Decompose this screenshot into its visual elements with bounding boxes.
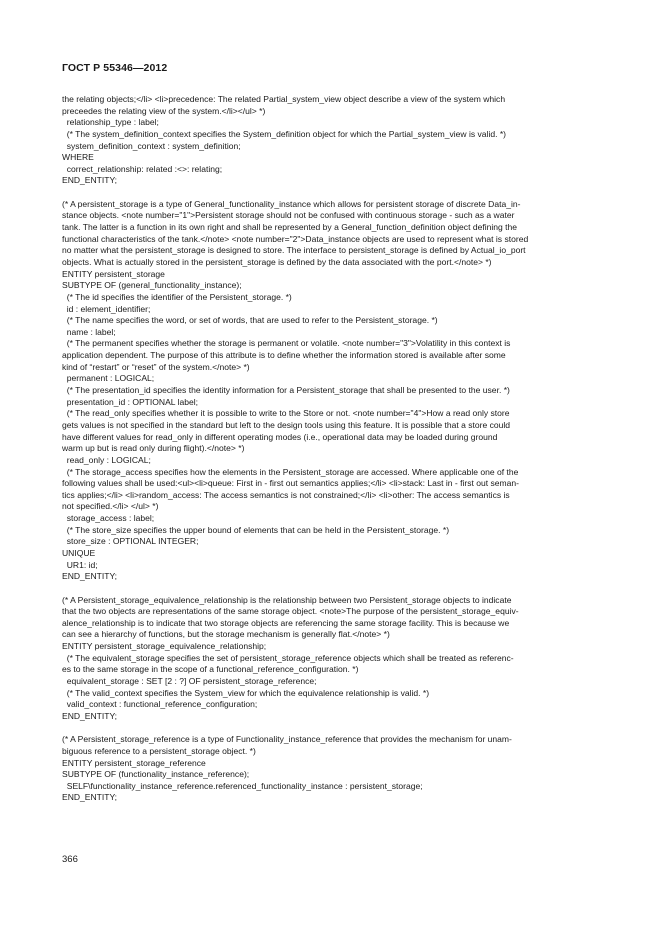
text-line: warm up but is read only during flight).</note> *) (62, 443, 245, 454)
text-line: END_ENTITY; (62, 571, 118, 582)
text-line: read_only : LOGICAL; (62, 454, 151, 465)
text-line: not specified.</li> </ul> *) (62, 501, 159, 512)
text-line: (* The valid_context specifies the System_view for which the equivalence relationship is valid. *) (62, 687, 430, 698)
text-line: END_ENTITY; (62, 710, 118, 721)
text-line: that the two objects are representations of the same storage object. <note>The purpose of the persistent_storage_equiv- (62, 606, 519, 617)
text-line: permanent : LOGICAL; (62, 373, 155, 384)
text-line: (* The id specifies the identifier of the Persistent_storage. *) (62, 291, 292, 302)
text-line: application dependent. The purpose of this attribute is to define whether the information stored is available after some (62, 350, 506, 361)
text-line: ENTITY persistent_storage_equivalence_relationship; (62, 641, 267, 652)
text-line: alence_relationship is to indicate that two storage objects are referencing the same storage facility. This is because we (62, 617, 510, 628)
blank-line (62, 723, 594, 735)
text-line: ENTITY persistent_storage_reference (62, 757, 206, 768)
text-line: UR1: id; (62, 559, 98, 570)
text-line: valid_context : functional_reference_configuration; (62, 699, 258, 710)
text-line: (* The presentation_id specifies the identity information for a Persistent_storage that shall be presented to the user. *) (62, 385, 510, 396)
text-line: relationship_type : label; (62, 117, 159, 128)
text-line: es to the same storage in the scope of a functional_reference_configuration. *) (62, 664, 359, 675)
text-line: (* The permanent specifies whether the storage is permanent or volatile. <note number="3">Volatility in this context is (62, 338, 511, 349)
text-line: gets values is not specified in the standard but left to the design tools using this feature. It is possible that a store could (62, 419, 511, 430)
page-number: 366 (62, 854, 78, 865)
text-line: correct_relationship: related :<>: relating; (62, 163, 223, 174)
text-line: (* A Persistent_storage_reference is a type of Functionality_instance_reference that provides the mechanism for unam- (62, 734, 512, 745)
blank-line (62, 583, 594, 595)
text-line: the relating objects;</li> <li>precedence: The related Partial_system_view object describe a view of the system which (62, 94, 506, 104)
text-line: name : label; (62, 326, 116, 337)
text-line: UNIQUE (62, 547, 96, 558)
text-line: following values shall be used:<ul><li>queue: First in - first out semantics applies;</li> <li>stack: Last in - first out seman- (62, 478, 520, 489)
text-line: SUBTYPE OF (functionality_instance_reference); (62, 769, 250, 780)
text-line: tank. The latter is a function in its own right and shall be represented by a General_function_definition object defining the (62, 222, 518, 233)
text-line: (* The store_size specifies the upper bound of elements that can be held in the Persistent_storage. *) (62, 524, 450, 535)
text-line: have different values for read_only in different operating modes (i.e., operational data may be loaded during ground (62, 431, 498, 442)
text-line: SUBTYPE OF (general_functionality_instance); (62, 280, 242, 291)
text-line: store_size : OPTIONAL INTEGER; (62, 536, 199, 547)
text-line: SELF\functionality_instance_reference.referenced_functionality_instance : persistent_storage; (62, 780, 423, 791)
text-line: ENTITY persistent_storage (62, 268, 165, 279)
text-line: biguous reference to a persistent_storage object. *) (62, 745, 256, 756)
text-line: END_ENTITY; (62, 792, 118, 803)
text-line: (* The system_definition_context specifies the System_definition object for which the Partial_system_view is valid. *) (62, 128, 507, 139)
document-body (62, 94, 594, 804)
text-line: (* The read_only specifies whether it is possible to write to the Store or not. <note number="4">How a read only store (62, 408, 510, 419)
text-line: equivalent_storage : SET [2 : ?] OF persistent_storage_reference; (62, 676, 317, 687)
text-line: (* A persistent_storage is a type of General_functionality_instance which allows for persistent storage of discrete Data_in- (62, 198, 521, 209)
text-line: id : element_identifier; (62, 303, 151, 314)
text-line: (* The equivalent_storage specifies the set of persistent_storage_reference objects which shall be treated as referenc- (62, 652, 514, 663)
text-line: (* A Persistent_storage_equivalence_relationship is the relationship between two Persistent_storage objects to indicate (62, 594, 512, 605)
text-line: stance objects. <note number="1">Persistent storage should not be confused with continuous storage - such as a water (62, 210, 515, 221)
text-line: kind of “restart” or “reset” of the system.</note> *) (62, 361, 250, 372)
text-line: WHERE (62, 152, 94, 163)
text-line: functional characteristics of the tank.</note> <note number="2">Data_instance objects are used to represent what is stored (62, 233, 529, 244)
text-line: (* The storage_access specifies how the elements in the Persistent_storage are accessed. Where applicable one of the (62, 466, 519, 477)
text-line: can see a hierarchy of functions, but the storage mechanism is generally flat.</note> *) (62, 629, 390, 640)
page-header-title: ГОСТ Р 55346—2012 (62, 62, 168, 74)
text-line: (* The name specifies the word, or set of words, that are used to refer to the Persistent_storage. *) (62, 315, 438, 326)
text-line: system_definition_context : system_definition; (62, 140, 241, 151)
text-line: presentation_id : OPTIONAL label; (62, 396, 199, 407)
text-line: preceedes the relating view of the system.</li></ul> *) (62, 105, 266, 116)
blank-line (62, 187, 594, 199)
text-line: tics applies;</li> <li>random_access: The access semantics is not constrained;</li> <li>other: The access semantics is (62, 489, 510, 500)
text-line: END_ENTITY; (62, 175, 118, 186)
text-line: objects. What is actually stored in the persistent_storage is defined by the data associated with the port.</note> *) (62, 256, 492, 267)
text-line: no matter what the persistent_storage is designed to store. The interface to persistent_storage is defined by Actual_io_port (62, 245, 526, 256)
text-line: storage_access : label; (62, 513, 155, 524)
